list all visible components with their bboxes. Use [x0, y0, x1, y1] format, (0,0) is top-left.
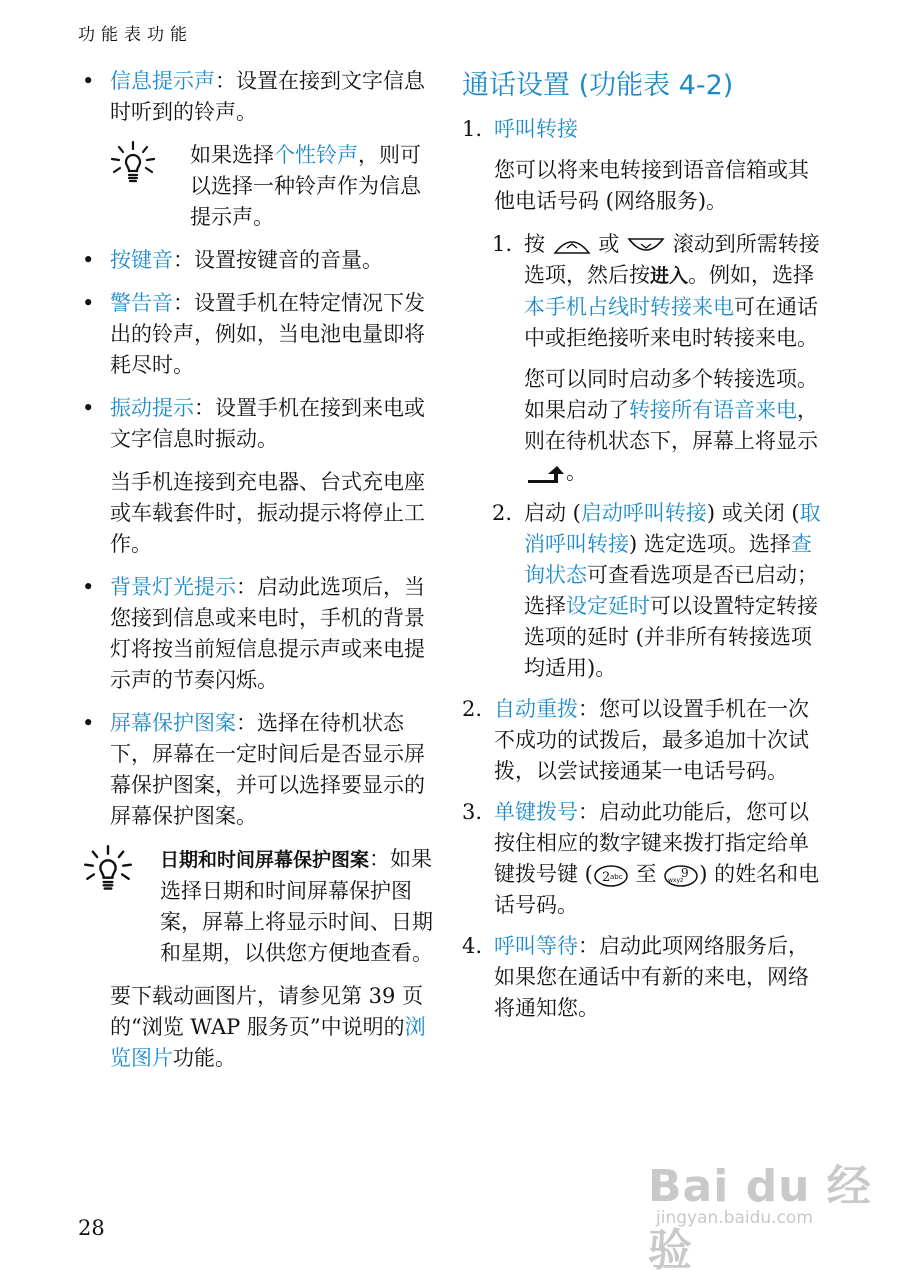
- tip-date-time-screensaver: [78, 844, 438, 969]
- s1-or: 或: [598, 232, 620, 256]
- s2-link-activate: 启动呼叫转接: [580, 501, 707, 525]
- message-tone-label: 信息提示声: [110, 69, 215, 93]
- s2-text-e: 可以设置特定转接选项的延时 (并非所有转接选项均适用)。: [524, 594, 818, 680]
- subitem-number: 2.: [492, 501, 513, 525]
- svg-text:abc: abc: [609, 872, 623, 881]
- subitem-number: 1.: [492, 232, 513, 256]
- call-divert-label: 呼叫转接: [494, 117, 578, 141]
- auto-redial-label: 自动重拨: [494, 697, 578, 721]
- page-number: 28: [78, 1216, 105, 1240]
- tip1-text-b: ，则可以选择一种铃声作为信息提示声。: [190, 143, 421, 229]
- bullet-vibrate: [78, 393, 438, 455]
- s1-note-b: ，则在待机状态下，屏幕上将显示: [524, 398, 818, 453]
- item-auto-redial: [462, 694, 822, 787]
- subitem-activate: [462, 498, 822, 684]
- s2-text-a: 启动 (: [524, 501, 581, 525]
- key-9-icon: [663, 864, 699, 888]
- message-tone-text: ：设置在接到文字信息时听到的铃声。: [110, 69, 425, 124]
- s1-text-b: 滚动到所需转接选项，然后按: [524, 232, 820, 287]
- s1-text-d: 可在通话中或拒绝接听来电时转接来电。: [524, 295, 818, 350]
- right-column: [462, 66, 822, 1034]
- s1-text-c: 。例如，选择: [688, 263, 815, 287]
- speed-dial-text-c: ) 的姓名和电话号码。: [494, 862, 820, 917]
- item-call-divert: [462, 114, 822, 145]
- svg-text:9: 9: [681, 865, 689, 880]
- divert-indicator-icon: [524, 464, 566, 484]
- s1-note-link: 转接所有语音来电: [629, 398, 797, 422]
- speed-dial-text-b: 至: [635, 862, 657, 886]
- browse-images-link: 浏览图片: [110, 1015, 426, 1070]
- key-tone-text: ：设置按键音的音量。: [173, 248, 383, 272]
- tip2-text: ：如果选择日期和时间屏幕保护图案，屏幕上将显示时间、日期和星期，以供您方便地查看。: [160, 847, 433, 965]
- call-waiting-text: ：启动此项网络服务后，如果您在通话中有新的来电，网络将通知您。: [494, 934, 809, 1020]
- key-tone-label: 按键音: [110, 248, 173, 272]
- s2-text-c: ) 选定选项。选择: [629, 532, 791, 556]
- section-title: 通话设置 (功能表 4-2): [462, 70, 734, 101]
- s1-link: 本手机占线时转接来电: [524, 295, 734, 319]
- tip-personal-ring: [110, 140, 438, 233]
- bullet-backlight: [78, 572, 438, 696]
- left-column: [78, 66, 438, 1086]
- s1-note: [524, 364, 822, 488]
- s2-text-b: ) 或关闭 (: [706, 501, 800, 525]
- download-text-b: 功能。: [173, 1046, 236, 1070]
- bullet-dot: •: [82, 396, 95, 420]
- scroll-down-key-icon: [626, 235, 666, 257]
- item-number: 2.: [462, 697, 483, 721]
- s1-note-c: 。: [566, 460, 587, 484]
- screensaver-label: 屏幕保护图案: [110, 711, 236, 735]
- vibrate-text: ：设置手机在接到来电或文字信息时振动。: [110, 396, 425, 451]
- s2-text-d: 可查看选项是否已启动；选择: [524, 563, 818, 618]
- tip1-text-a: 如果选择: [190, 143, 274, 167]
- backlight-label: 背景灯光提示: [110, 575, 236, 599]
- bullet-message-tone: [78, 66, 438, 128]
- lightbulb-tip-icon: [110, 140, 156, 186]
- bullet-dot: •: [82, 248, 95, 272]
- screensaver-text: ：选择在待机状态下，屏幕在一定时间后是否显示屏幕保护图案，并可以选择要显示的屏幕保护图案。: [110, 711, 425, 828]
- bullet-dot: •: [82, 575, 95, 599]
- warning-tone-text: ：设置手机在特定情况下发出的铃声，例如，当电池电量即将耗尽时。: [110, 291, 425, 377]
- svg-text:wxyz: wxyz: [668, 876, 684, 884]
- s1-text-a: 按: [524, 232, 545, 256]
- item-number: 3.: [462, 800, 483, 824]
- tip1-link: 个性铃声: [274, 143, 358, 167]
- item-number: 4.: [462, 934, 483, 958]
- key-2-icon: [593, 864, 629, 888]
- backlight-text: ：启动此选项后，当您接到信息或来电时，手机的背景灯将按当前短信息提示声或来电提示声的节奏闪烁。: [110, 575, 425, 692]
- watermark: [648, 1150, 916, 1278]
- subitem-scroll: [462, 229, 822, 354]
- item-call-waiting: [462, 931, 822, 1024]
- speed-dial-text-a: ：启动此功能后，您可以按住相应的数字键来拨打指定给单键拨号键 (: [494, 800, 809, 886]
- speed-dial-label: 单键拨号: [494, 800, 578, 824]
- s2-link-cancel: 取消呼叫转接: [524, 501, 821, 556]
- bullet-screensaver: [78, 708, 438, 832]
- s1-note-a: 您可以同时启动多个转接选项。如果启动了: [524, 367, 818, 422]
- call-waiting-label: 呼叫等待: [494, 934, 578, 958]
- watermark-url: jingyan.baidu.com: [656, 1208, 813, 1228]
- lightbulb-tip-icon: [78, 844, 138, 894]
- svg-text:2: 2: [601, 869, 611, 885]
- download-note: [110, 981, 438, 1074]
- s2-link-delay: 设定延时: [566, 594, 650, 618]
- auto-redial-text: ：您可以设置手机在一次不成功的试拨后，最多追加十次试拨，以尝试接通某一电话号码。: [494, 697, 809, 783]
- bullet-dot: •: [82, 711, 95, 735]
- vibrate-note: 当手机连接到充电器、台式充电座或车载套件时，振动提示将停止工作。: [110, 470, 425, 556]
- s2-link-status: 查询状态: [524, 532, 812, 587]
- bullet-dot: •: [82, 69, 95, 93]
- bullet-dot: •: [82, 291, 95, 315]
- item-speed-dial: [462, 797, 822, 921]
- watermark-brand: Bai du 经验: [648, 1161, 872, 1276]
- call-divert-desc: 您可以将来电转接到语音信箱或其他电话号码 (网络服务)。: [494, 158, 809, 213]
- page-header: 功能表功能: [78, 25, 193, 45]
- bullet-key-tone: [78, 245, 438, 276]
- item-number: 1.: [462, 117, 483, 141]
- tip2-bold: 日期和时间屏幕保护图案: [160, 849, 370, 871]
- scroll-up-key-icon: [552, 235, 592, 257]
- warning-tone-label: 警告音: [110, 291, 173, 315]
- s1-enter: 进入: [650, 265, 689, 287]
- vibrate-label: 振动提示: [110, 396, 194, 420]
- download-text-a: 要下载动画图片，请参见第 39 页的“浏览 WAP 服务页”中说明的: [110, 984, 424, 1039]
- bullet-warning-tone: [78, 288, 438, 381]
